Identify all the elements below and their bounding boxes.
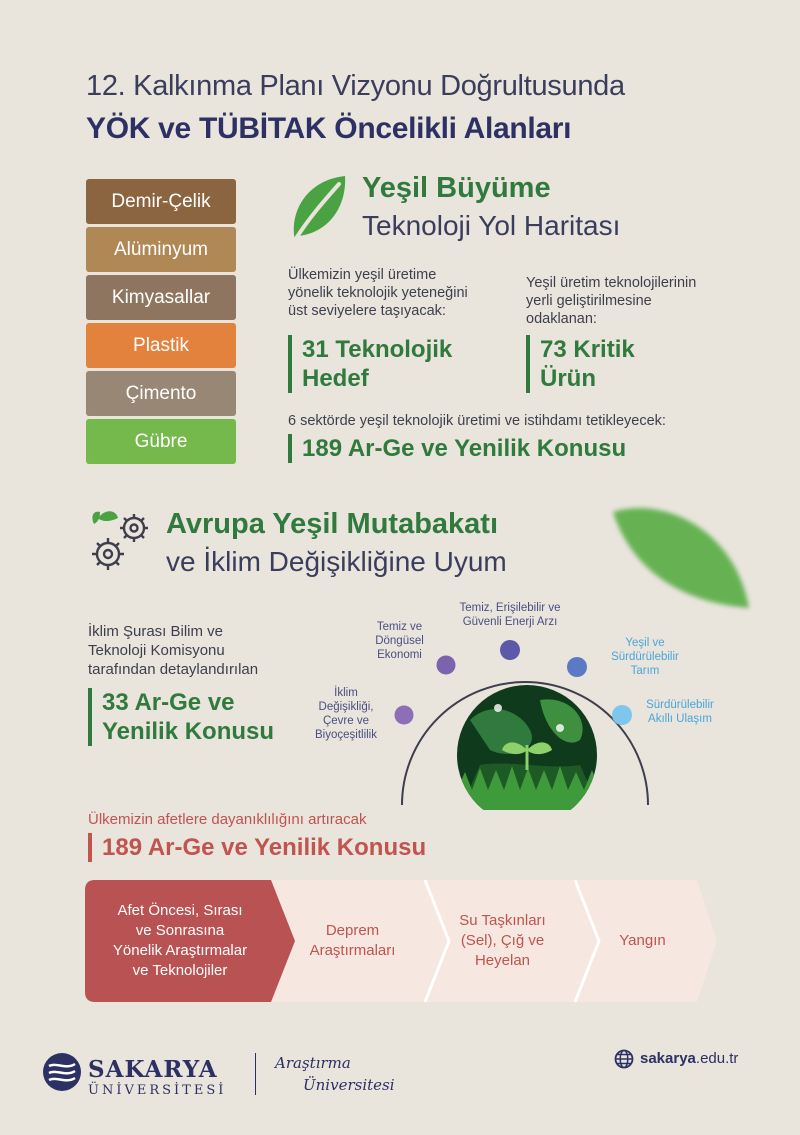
arc-label-energy <box>440 601 580 629</box>
green-deal-heading: Avrupa Yeşil Mutabakatı <box>166 508 499 540</box>
desc-line: Teknoloji Komisyonu <box>88 642 225 659</box>
label-line: Biyoçeşitlilik <box>315 729 377 741</box>
label-line: Yeşil ve <box>625 637 665 649</box>
label-line: Değişikliği, <box>318 701 374 713</box>
desc-line: İklim Şurası Bilim ve <box>88 623 224 640</box>
desc-line: tarafından detaylandırılan <box>88 661 259 678</box>
arc-label-climate <box>306 686 386 742</box>
step-line: Yangın <box>619 932 666 949</box>
step-fire <box>590 890 695 992</box>
green-deal-value <box>88 688 274 746</box>
green-deal-desc <box>88 622 288 679</box>
rd-topics-value: 189 Ar-Ge ve Yenilik Konusu <box>288 434 626 463</box>
label-line: Sürdürülebilir <box>611 651 679 663</box>
label-line: Çevre ve <box>322 715 370 727</box>
green-growth-left-desc <box>288 266 503 320</box>
arc-dot <box>612 705 632 725</box>
sector-item <box>86 371 236 416</box>
arc-label-economy <box>362 620 437 662</box>
step-line: Yönelik Araştırmalar <box>112 942 248 959</box>
label-line: Temiz ve <box>376 621 423 633</box>
label-line: Temiz, Erişilebilir ve <box>459 602 561 614</box>
sector-label: Plastik <box>133 334 189 356</box>
step-earthquake <box>290 890 415 992</box>
arc-dot <box>437 656 456 675</box>
step-flood-avalanche-landslide <box>440 890 565 992</box>
page-title-line1: 12. Kalkınma Planı Vizyonu Doğrultusunda <box>86 70 625 102</box>
earth-plant-image <box>457 685 600 810</box>
footer-divider <box>255 1053 256 1095</box>
research-university-script <box>275 1052 395 1096</box>
arc-dot <box>500 640 520 660</box>
website-domain: sakarya <box>640 1050 696 1067</box>
brand-name: SAKARYA <box>88 1056 218 1083</box>
value-line: Hedef <box>302 365 369 392</box>
university-logo-icon <box>42 1052 82 1092</box>
desc-line: Ülkemizin yeşil üretime <box>288 267 437 283</box>
step-line: Su Taşkınları <box>459 912 546 929</box>
sector-label: Gübre <box>134 430 188 452</box>
value-line: 73 Kritik <box>540 336 635 363</box>
website-link[interactable] <box>640 1050 738 1067</box>
step-line: Deprem <box>325 922 380 939</box>
step-line: ve Sonrasına <box>135 922 225 939</box>
technology-goal-value <box>288 335 452 393</box>
sector-item <box>86 227 236 272</box>
desc-line: yerli geliştirilmesine <box>526 293 652 309</box>
value-line: 33 Ar-Ge ve <box>102 689 235 716</box>
sector-label: Çimento <box>125 382 197 404</box>
sector-label: Alüminyum <box>114 238 208 260</box>
label-line: Akıllı Ulaşım <box>648 713 712 725</box>
label-line: Döngüsel <box>375 635 424 647</box>
value-line: Yenilik Konusu <box>102 718 275 745</box>
sector-item <box>86 275 236 320</box>
desc-line: Yeşil üretim teknolojilerinin <box>526 275 697 291</box>
critical-product-value <box>526 335 635 393</box>
sector-list <box>86 179 236 467</box>
green-growth-right-desc <box>526 274 731 328</box>
arc-label-transport <box>630 698 730 726</box>
step-line: Heyelan <box>474 952 531 969</box>
step-line: ve Teknolojiler <box>132 962 228 979</box>
sector-item <box>86 419 236 464</box>
globe-icon <box>614 1049 634 1069</box>
label-line: Tarım <box>630 665 660 677</box>
desc-line: üst seviyelere taşıyacak: <box>288 303 446 319</box>
disaster-desc: Ülkemizin afetlere dayanıklılığını artıracak <box>88 811 367 828</box>
step-line: Afet Öncesi, Sırası <box>117 902 243 919</box>
step-pre-during-post-disaster <box>95 890 265 992</box>
decorative-leaf-icon <box>605 500 755 615</box>
page-title-line2: YÖK ve TÜBİTAK Öncelikli Alanları <box>86 112 572 145</box>
arc-dot <box>395 706 414 725</box>
sector-item <box>86 179 236 224</box>
value-line: Ürün <box>540 365 596 392</box>
label-line: Güvenli Enerji Arzı <box>462 616 558 628</box>
brand-subtitle: ÜNİVERSİTESİ <box>88 1083 227 1098</box>
disaster-value: 189 Ar-Ge ve Yenilik Konusu <box>88 833 426 862</box>
green-deal-subheading: ve İklim Değişikliğine Uyum <box>166 546 507 577</box>
green-growth-subheading: Teknoloji Yol Haritası <box>362 210 621 241</box>
sector-item <box>86 323 236 368</box>
green-growth-bottom-desc: 6 sektörde yeşil teknolojik üretimi ve istihdamı tetikleyecek: <box>288 413 666 429</box>
arc-dot <box>567 657 587 677</box>
label-line: Ekonomi <box>377 649 422 661</box>
value-line: 31 Teknolojik <box>302 336 453 363</box>
gears-leaf-icon <box>86 504 154 578</box>
arc-label-agriculture <box>600 636 690 678</box>
sector-label: Kimyasallar <box>111 286 211 308</box>
desc-line: yönelik teknolojik yeteneğini <box>288 285 468 301</box>
sector-label: Demir-Çelik <box>111 190 211 212</box>
label-line: Sürdürülebilir <box>646 699 714 711</box>
green-growth-heading: Yeşil Büyüme <box>362 172 551 204</box>
label-line: İklim <box>334 687 358 699</box>
desc-line: odaklanan: <box>526 311 597 327</box>
script-line: Üniversitesi <box>303 1076 395 1094</box>
script-line: Araştırma <box>275 1054 351 1072</box>
website-tld: .edu.tr <box>695 1050 739 1067</box>
leaf-icon <box>287 172 349 244</box>
step-line: (Sel), Çığ ve <box>460 932 545 949</box>
step-line: Araştırmaları <box>309 942 396 959</box>
